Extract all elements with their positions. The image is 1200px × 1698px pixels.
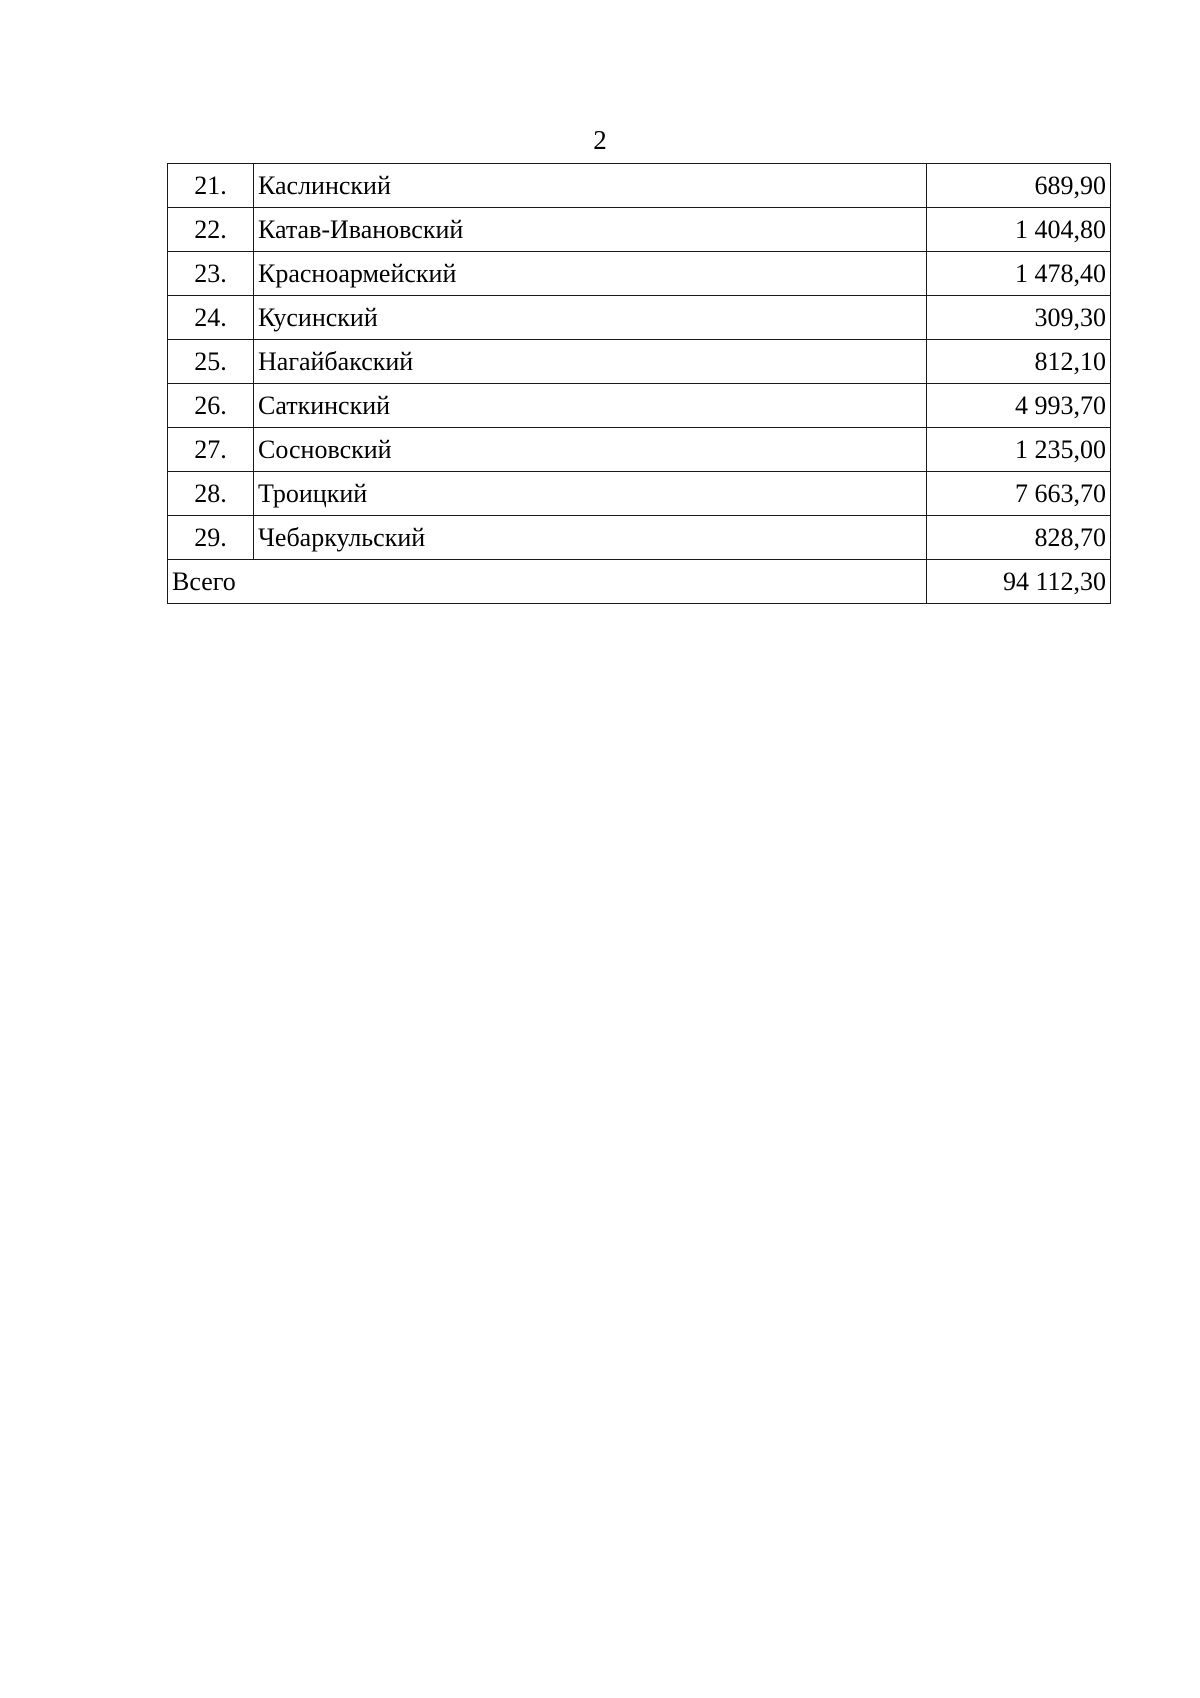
table-row xyxy=(168,384,1111,428)
table-row xyxy=(168,208,1111,252)
district-amount-table xyxy=(167,163,1111,604)
amount-value: 7 663,70 xyxy=(927,472,1111,516)
amount-value: 309,30 xyxy=(927,296,1111,340)
row-number: 22. xyxy=(168,208,254,252)
row-number: 23. xyxy=(168,252,254,296)
amount-value: 4 993,70 xyxy=(927,384,1111,428)
row-number: 27. xyxy=(168,428,254,472)
row-number: 25. xyxy=(168,340,254,384)
district-name: Каслинский xyxy=(254,164,927,208)
page-number: 2 xyxy=(593,125,607,155)
amount-value: 1 235,00 xyxy=(927,428,1111,472)
table-row xyxy=(168,516,1111,560)
district-name: Кусинский xyxy=(254,296,927,340)
table-row xyxy=(168,428,1111,472)
amount-value: 1 404,80 xyxy=(927,208,1111,252)
district-name: Чебаркульский xyxy=(254,516,927,560)
row-number: 29. xyxy=(168,516,254,560)
table-row xyxy=(168,340,1111,384)
district-name: Красноармейский xyxy=(254,252,927,296)
total-label: Всего xyxy=(168,560,927,604)
amount-value: 689,90 xyxy=(927,164,1111,208)
row-number: 21. xyxy=(168,164,254,208)
district-name: Нагайбакский xyxy=(254,340,927,384)
amount-value: 1 478,40 xyxy=(927,252,1111,296)
district-name: Саткинский xyxy=(254,384,927,428)
amount-value: 812,10 xyxy=(927,340,1111,384)
table-row xyxy=(168,296,1111,340)
total-value: 94 112,30 xyxy=(927,560,1111,604)
row-number: 26. xyxy=(168,384,254,428)
district-name: Катав-Ивановский xyxy=(254,208,927,252)
district-name: Сосновский xyxy=(254,428,927,472)
table-row xyxy=(168,164,1111,208)
table-row xyxy=(168,472,1111,516)
total-row xyxy=(168,560,1111,604)
row-number: 24. xyxy=(168,296,254,340)
district-name: Троицкий xyxy=(254,472,927,516)
amount-value: 828,70 xyxy=(927,516,1111,560)
table-row xyxy=(168,252,1111,296)
row-number: 28. xyxy=(168,472,254,516)
